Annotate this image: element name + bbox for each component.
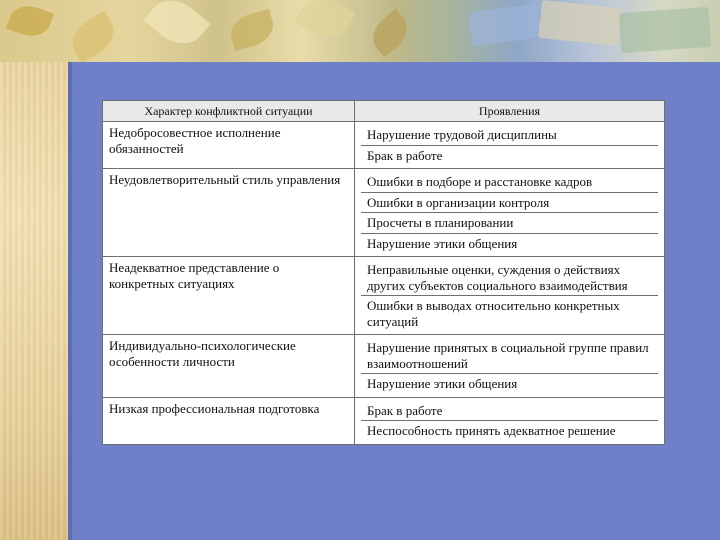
- conflict-table: [102, 100, 665, 445]
- manifestation-item: Брак в работе: [361, 401, 658, 422]
- table-row: [103, 397, 665, 444]
- manifestation-item: Нарушение принятых в социальной группе правил взаимоотношений: [361, 338, 658, 374]
- cause-cell: Индивидуально-психологические особенности личности: [103, 335, 355, 398]
- header-cause: Характер конфликтной ситуации: [103, 101, 355, 122]
- table-row: [103, 335, 665, 398]
- cause-cell: Недобросовестное исполнение обязанностей: [103, 122, 355, 169]
- cause-cell: Неудовлетворительный стиль управления: [103, 169, 355, 257]
- table-row: [103, 169, 665, 257]
- cause-cell: Неадекватное представление о конкретных ситуациях: [103, 257, 355, 335]
- table-row: [103, 257, 665, 335]
- manifestation-item: Ошибки в организации контроля: [361, 193, 658, 214]
- table-header-row: [103, 101, 665, 122]
- manifestations-cell: [355, 122, 665, 169]
- manifestation-item: Просчеты в планировании: [361, 213, 658, 234]
- manifestations-cell: [355, 169, 665, 257]
- manifestations-cell: [355, 257, 665, 335]
- parchment-strip: [0, 0, 68, 540]
- manifestation-item: Неправильные оценки, суждения о действиях других субъектов социального взаимодействия: [361, 260, 658, 296]
- manifestation-item: Брак в работе: [367, 147, 443, 163]
- header-manifestations: Проявления: [355, 101, 665, 122]
- table-row: [103, 122, 665, 169]
- manifestations-cell: [355, 335, 665, 398]
- cause-cell: Низкая профессиональная подготовка: [103, 397, 355, 444]
- manifestation-item: Ошибки в подборе и расстановке кадров: [361, 172, 658, 193]
- manifestation-item: Нарушение этики общения: [367, 235, 518, 251]
- manifestation-item: Нарушение этики общения: [367, 376, 518, 391]
- manifestations-cell: [355, 397, 665, 444]
- decorative-banner: [0, 0, 720, 62]
- manifestation-item: Нарушение трудовой дисциплины: [361, 125, 658, 146]
- manifestation-item: Неспособность принять адекватное решение: [367, 423, 616, 438]
- manifestation-item: Ошибки в выводах относительно конкретных ситуаций: [367, 298, 620, 329]
